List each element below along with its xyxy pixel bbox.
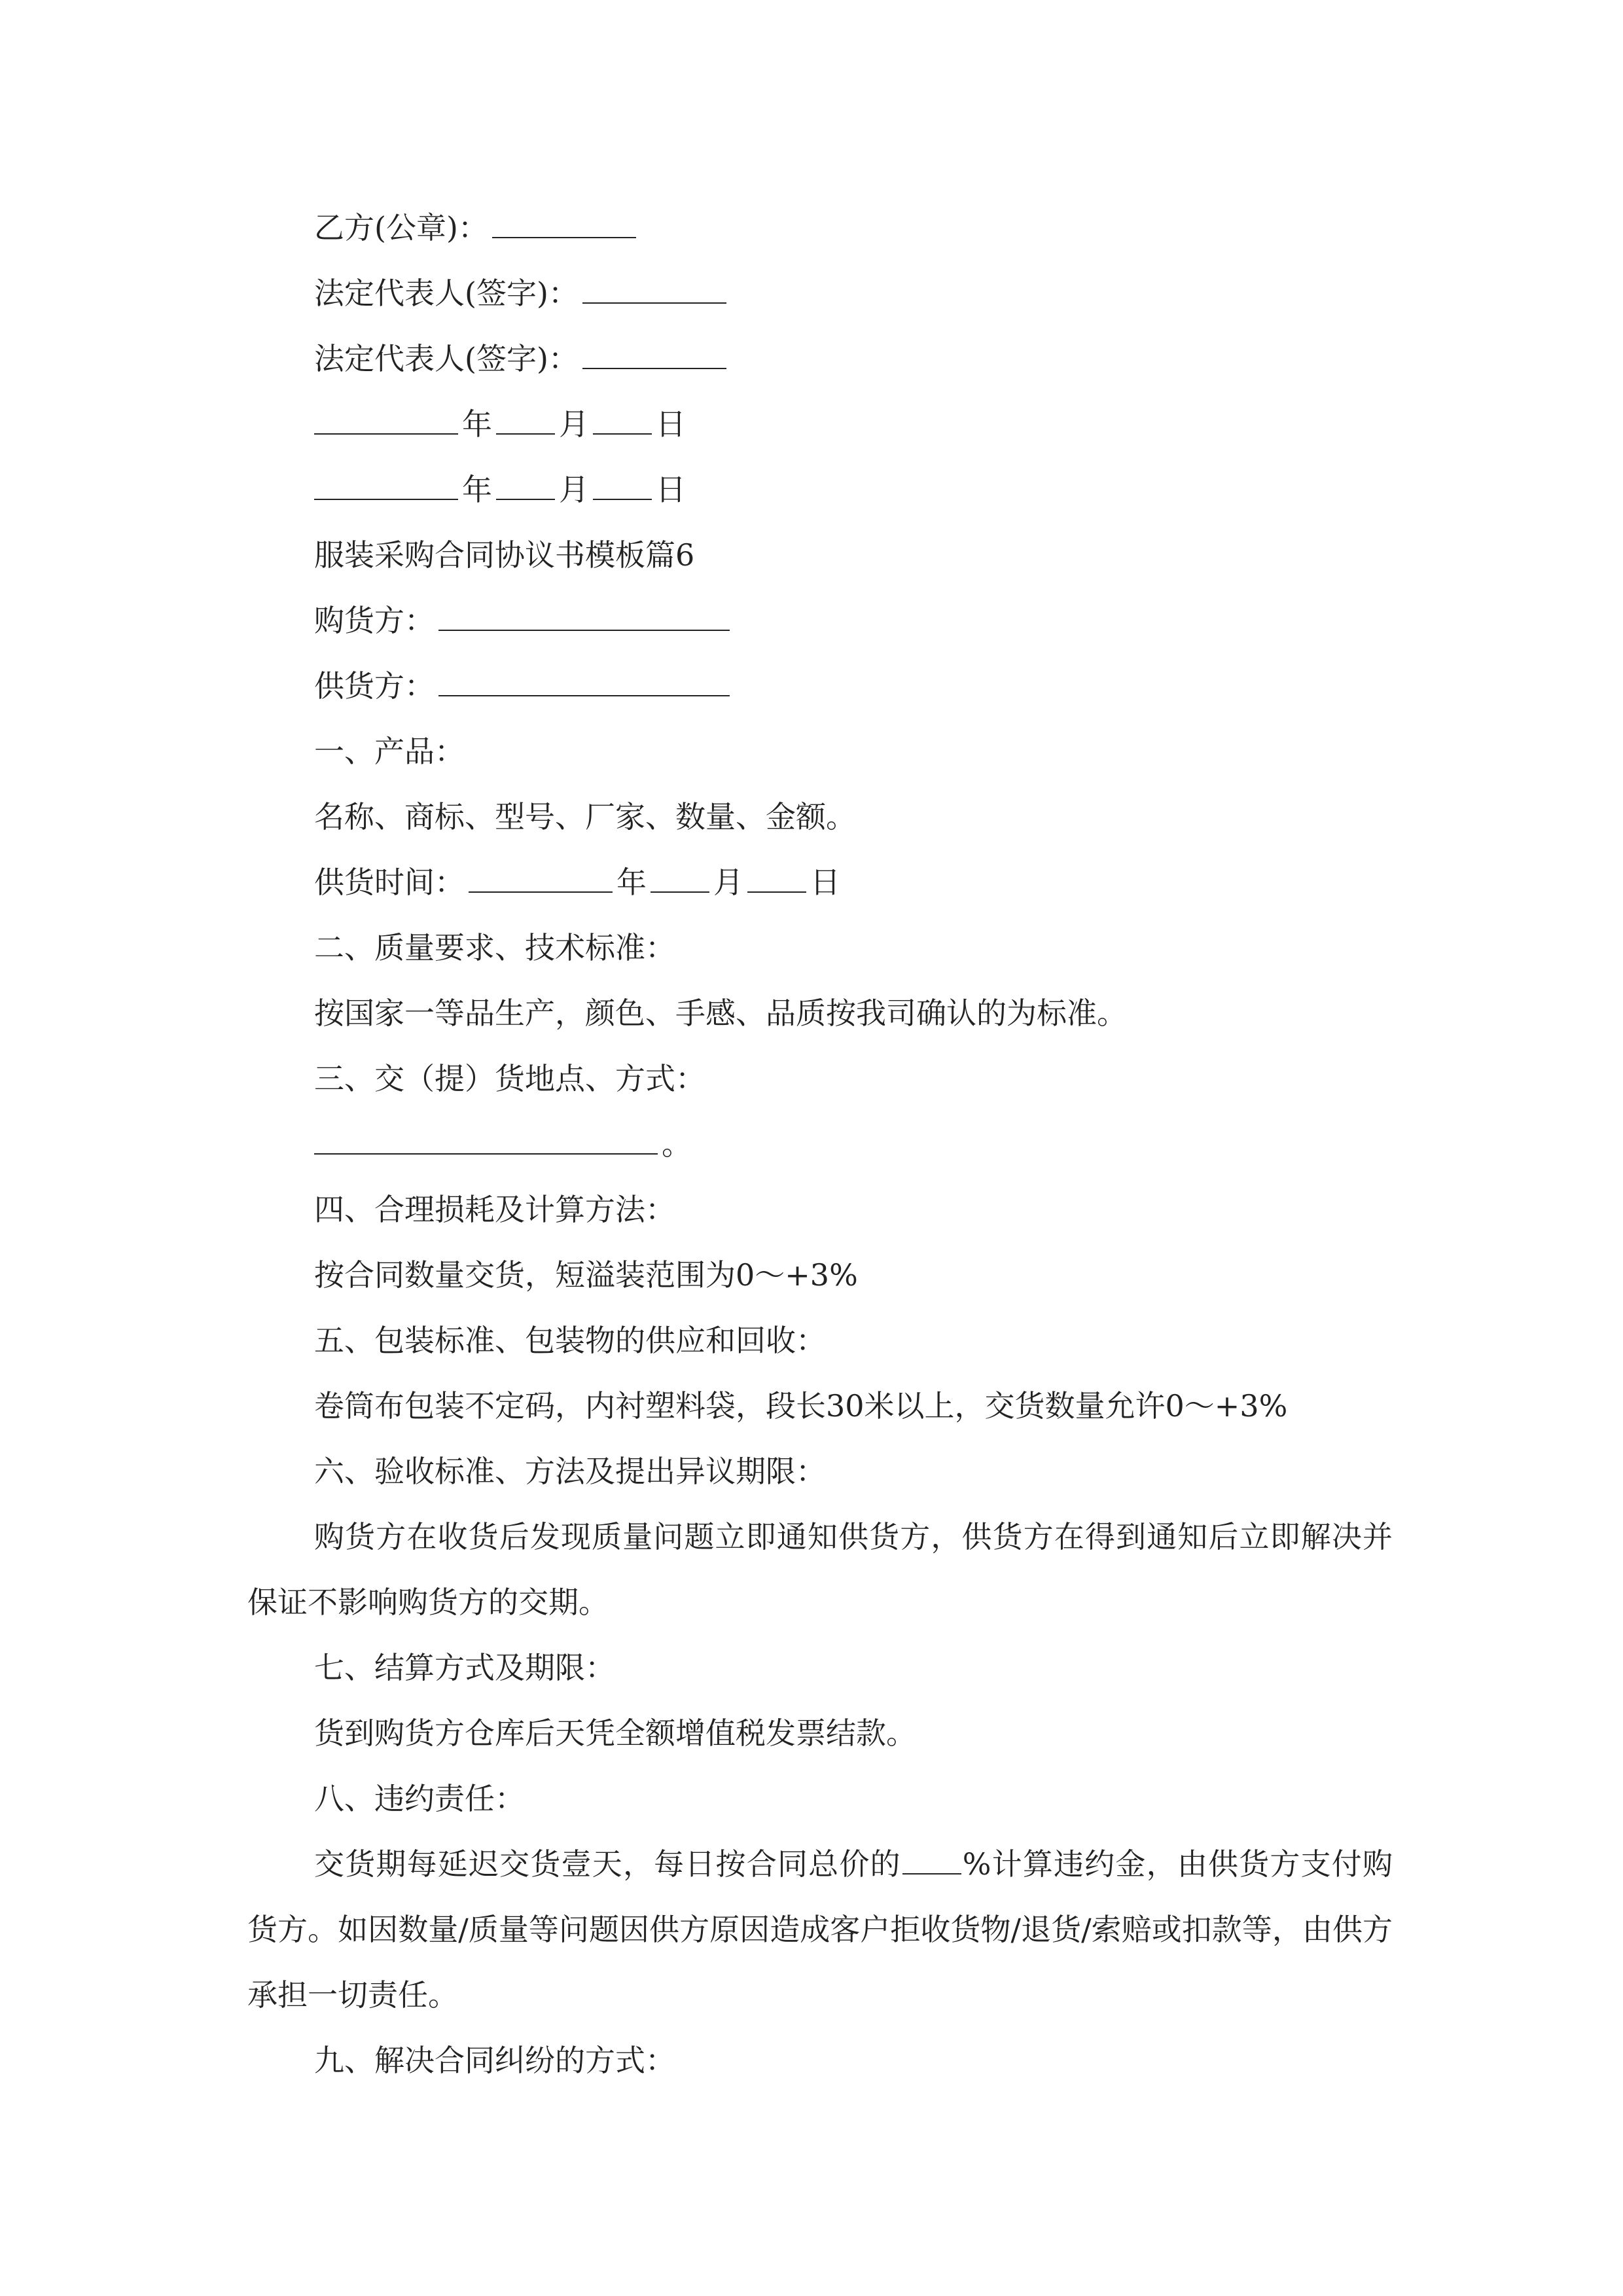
section-7-heading: 七、结算方式及期限： (314, 1650, 615, 1685)
section-3-heading: 三、交（提）货地点、方式： (314, 1061, 705, 1096)
legal-rep-label-1: 法定代表人(签字)： (314, 276, 579, 311)
supplier-line (314, 666, 734, 706)
date-day-label-1: 日 (656, 406, 686, 442)
section-2-heading: 二、质量要求、技术标准： (314, 930, 675, 965)
date-month-label-2: 月 (559, 472, 589, 507)
section-2-body: 按国家一等品生产，颜色、手感、品质按我司确认的为标准。 (314, 996, 1127, 1031)
section-9-heading: 九、解决合同纠纷的方式： (314, 2043, 675, 2078)
section-3-period: 。 (662, 1126, 692, 1162)
delivery-year-label: 年 (616, 865, 647, 900)
supplier-label: 供货方： (314, 668, 435, 704)
legal-rep-blank-2 (582, 339, 726, 369)
date-day-blank-2 (593, 470, 652, 500)
date-year-blank-1 (314, 404, 458, 435)
legal-rep-label-2: 法定代表人(签字)： (314, 341, 579, 376)
date-day-label-2: 日 (656, 472, 686, 507)
delivery-time-line (314, 863, 840, 902)
date-month-label-1: 月 (559, 406, 589, 442)
delivery-time-label: 供货时间： (314, 865, 465, 900)
delivery-year-blank (469, 863, 613, 893)
date-line-1 (314, 404, 686, 444)
section-8-heading: 八、违约责任： (314, 1781, 525, 1816)
section-8-body-part-b: %计算违约金，由供货方支付购货方。如因数量/质量等问题因供方原因造成客户拒收货物/退货/索赔或扣款等，由供方承担一切责任。 (247, 1846, 1393, 2013)
date-year-label-1: 年 (462, 406, 492, 442)
section-6-heading: 六、验收标准、方法及提出异议期限： (314, 1454, 826, 1489)
delivery-day-label: 日 (810, 865, 840, 900)
delivery-day-blank (747, 863, 806, 893)
section-6-body: 购货方在收货后发现质量问题立即通知供货方，供货方在得到通知后立即解决并保证不影响购货方的交期。 (247, 1519, 1393, 1620)
contract-title: 服装采购合同协议书模板篇6 (314, 537, 695, 573)
section-5-body: 卷筒布包装不定码，内衬塑料袋，段长30米以上，交货数量允许0～+3% (314, 1388, 1288, 1424)
section-8-body (247, 1831, 1393, 2028)
date-month-blank-2 (496, 470, 555, 500)
section-4-heading: 四、合理损耗及计算方法： (314, 1192, 675, 1227)
date-line-2 (314, 470, 686, 509)
buyer-blank (438, 601, 730, 631)
legal-rep-line-2 (314, 339, 730, 378)
supplier-blank (438, 666, 730, 696)
date-day-blank-1 (593, 404, 652, 435)
legal-rep-line-1 (314, 274, 730, 313)
date-month-blank-1 (496, 404, 555, 435)
section-5-heading: 五、包装标准、包装物的供应和回收： (314, 1323, 826, 1358)
section-1-items: 名称、商标、型号、厂家、数量、金额。 (314, 799, 856, 834)
delivery-month-label: 月 (713, 865, 743, 900)
section-7-body: 货到购货方仓库后天凭全额增值税发票结款。 (314, 1715, 916, 1751)
date-year-blank-2 (314, 470, 458, 500)
section-1-heading: 一、产品： (314, 734, 465, 769)
section-8-body-part-a: 交货期每延迟交货壹天，每日按合同总价的 (314, 1846, 901, 1882)
date-year-label-2: 年 (462, 472, 492, 507)
penalty-rate-blank (902, 1844, 961, 1874)
buyer-line (314, 601, 734, 640)
party-b-seal-line (314, 208, 640, 247)
section-4-body: 按合同数量交货，短溢装范围为0～+3% (314, 1257, 858, 1293)
delivery-month-blank (651, 863, 709, 893)
delivery-place-blank (314, 1124, 658, 1155)
legal-rep-blank-1 (582, 274, 726, 304)
party-b-seal-label: 乙方(公章)： (314, 210, 488, 245)
party-b-seal-blank (492, 208, 636, 238)
section-3-body (314, 1124, 692, 1164)
buyer-label: 购货方： (314, 603, 435, 638)
